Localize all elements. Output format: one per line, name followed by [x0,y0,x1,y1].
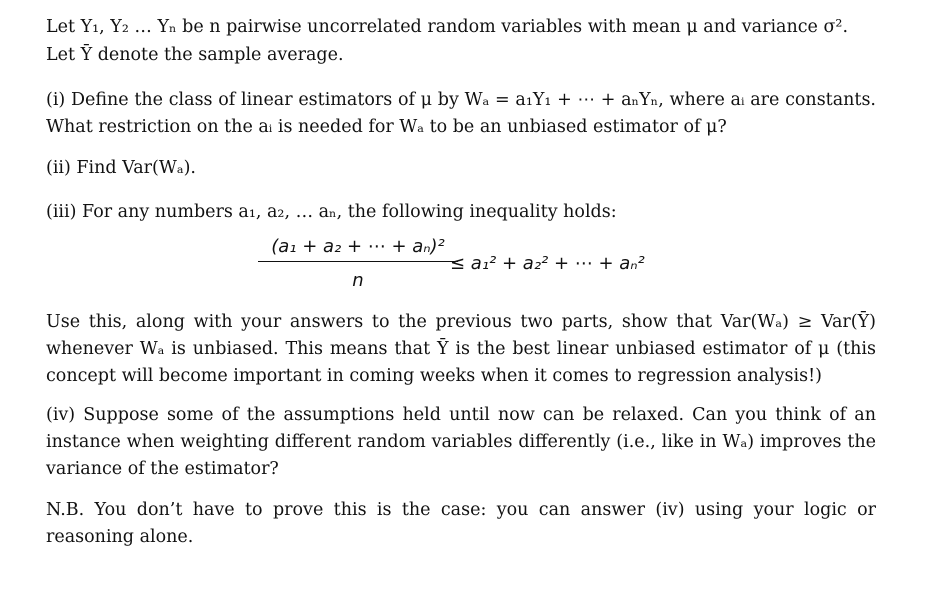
intro-line-1: Let Y₁, Y₂ … Yₙ be n pairwise uncorrelated random variables with mean μ and variance σ². [46,17,849,37]
inequality-rhs: ≤ a₁² + a₂² + ⋯ + aₙ² [450,253,645,274]
intro-line-2: Let Ȳ denote the sample average. [46,45,344,65]
part-iv-question: (iv) Suppose some of the assumptions held until now can be relaxed. Can you think of an instance when weighting different random variables differently (i.e., like in Wₐ) improves the variance of the estimator? [46,405,876,479]
part-i-question: (i) Define the class of linear estimators of μ by Wₐ = a₁Y₁ + ⋯ + aₙYₙ, where aᵢ are constants. What restriction on the aᵢ is needed for Wₐ to be an unbiased estimator of μ? [46,90,876,137]
part-iii-question: (iii) For any numbers a₁, a₂, … aₙ, the following inequality holds: [46,202,617,222]
part-iii-follow-up: Use this, along with your answers to the previous two parts, show that Var(Wₐ) ≥ Var(Ȳ) whenever Wₐ is unbiased. This means that Ȳ is the best linear unbiased estimator of μ (this concept will become important in coming weeks when it comes to regression analysis!) [46,312,876,386]
inequality-numerator: (a₁ + a₂ + ⋯ + aₙ)² [258,236,458,262]
inequality-fraction [258,236,458,291]
part-ii-question: (ii) Find Var(Wₐ). [46,158,196,178]
inequality-denominator: n [352,270,364,291]
note-paragraph: N.B. You don’t have to prove this is the case: you can answer (iv) using your logic or reasoning alone. [46,500,876,547]
